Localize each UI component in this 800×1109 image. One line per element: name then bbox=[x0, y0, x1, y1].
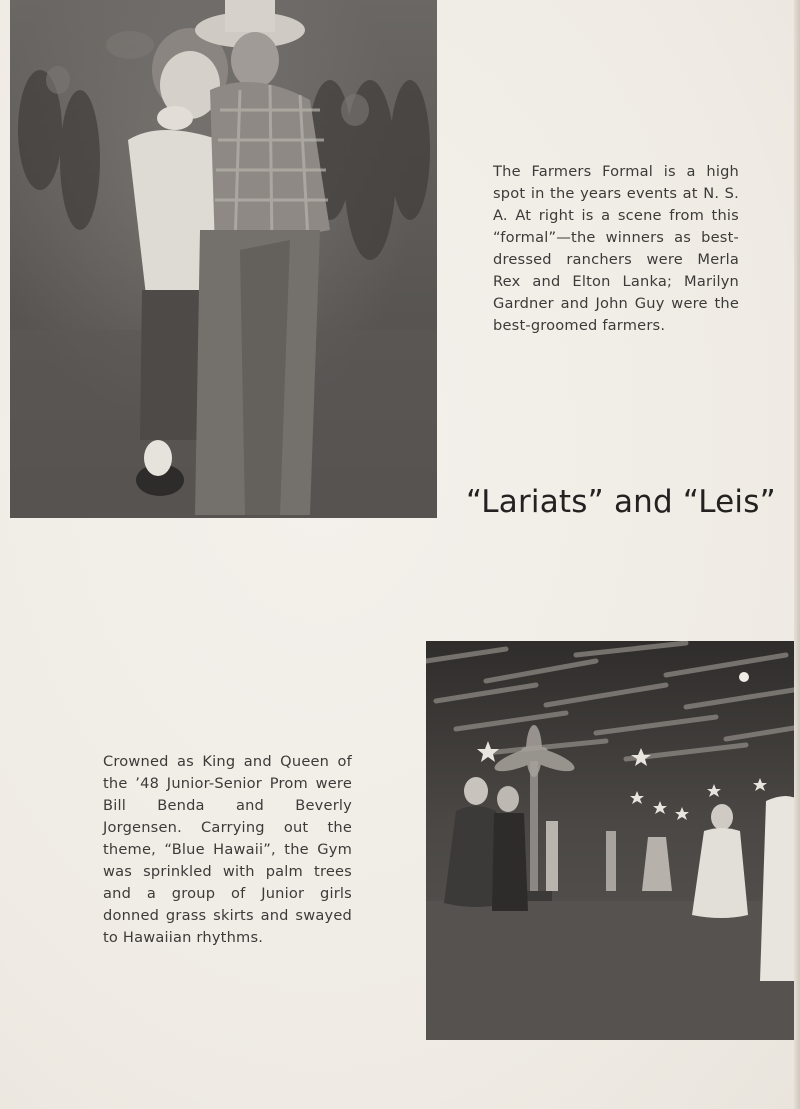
page-edge bbox=[794, 0, 800, 1109]
page-headline: “Lariats” and “Leis” bbox=[466, 484, 776, 520]
farmers-formal-photo-image bbox=[10, 0, 437, 518]
junior-senior-prom-photo bbox=[426, 641, 800, 1040]
junior-senior-prom-photo-image bbox=[426, 641, 800, 1040]
junior-senior-prom-caption: Crowned as King and Queen of the ’48 Junior-Senior Prom were Bill Benda and Beverly Jorgensen. Carrying out the theme, “Blue Hawaii”, the Gym was sprinkled with palm trees and a group of Junior girls donned grass skirts and swayed to Hawaiian rhythms. bbox=[103, 752, 352, 946]
farmers-formal-caption: The Farmers Formal is a high spot in the years events at N. S. A. At right is a scene from this “formal”—the winners as best-dressed ranchers were Merla Rex and Elton Lanka; Marilyn Gardner and John Guy were the best-groomed farmers. bbox=[493, 162, 739, 334]
farmers-formal-photo bbox=[10, 0, 437, 518]
